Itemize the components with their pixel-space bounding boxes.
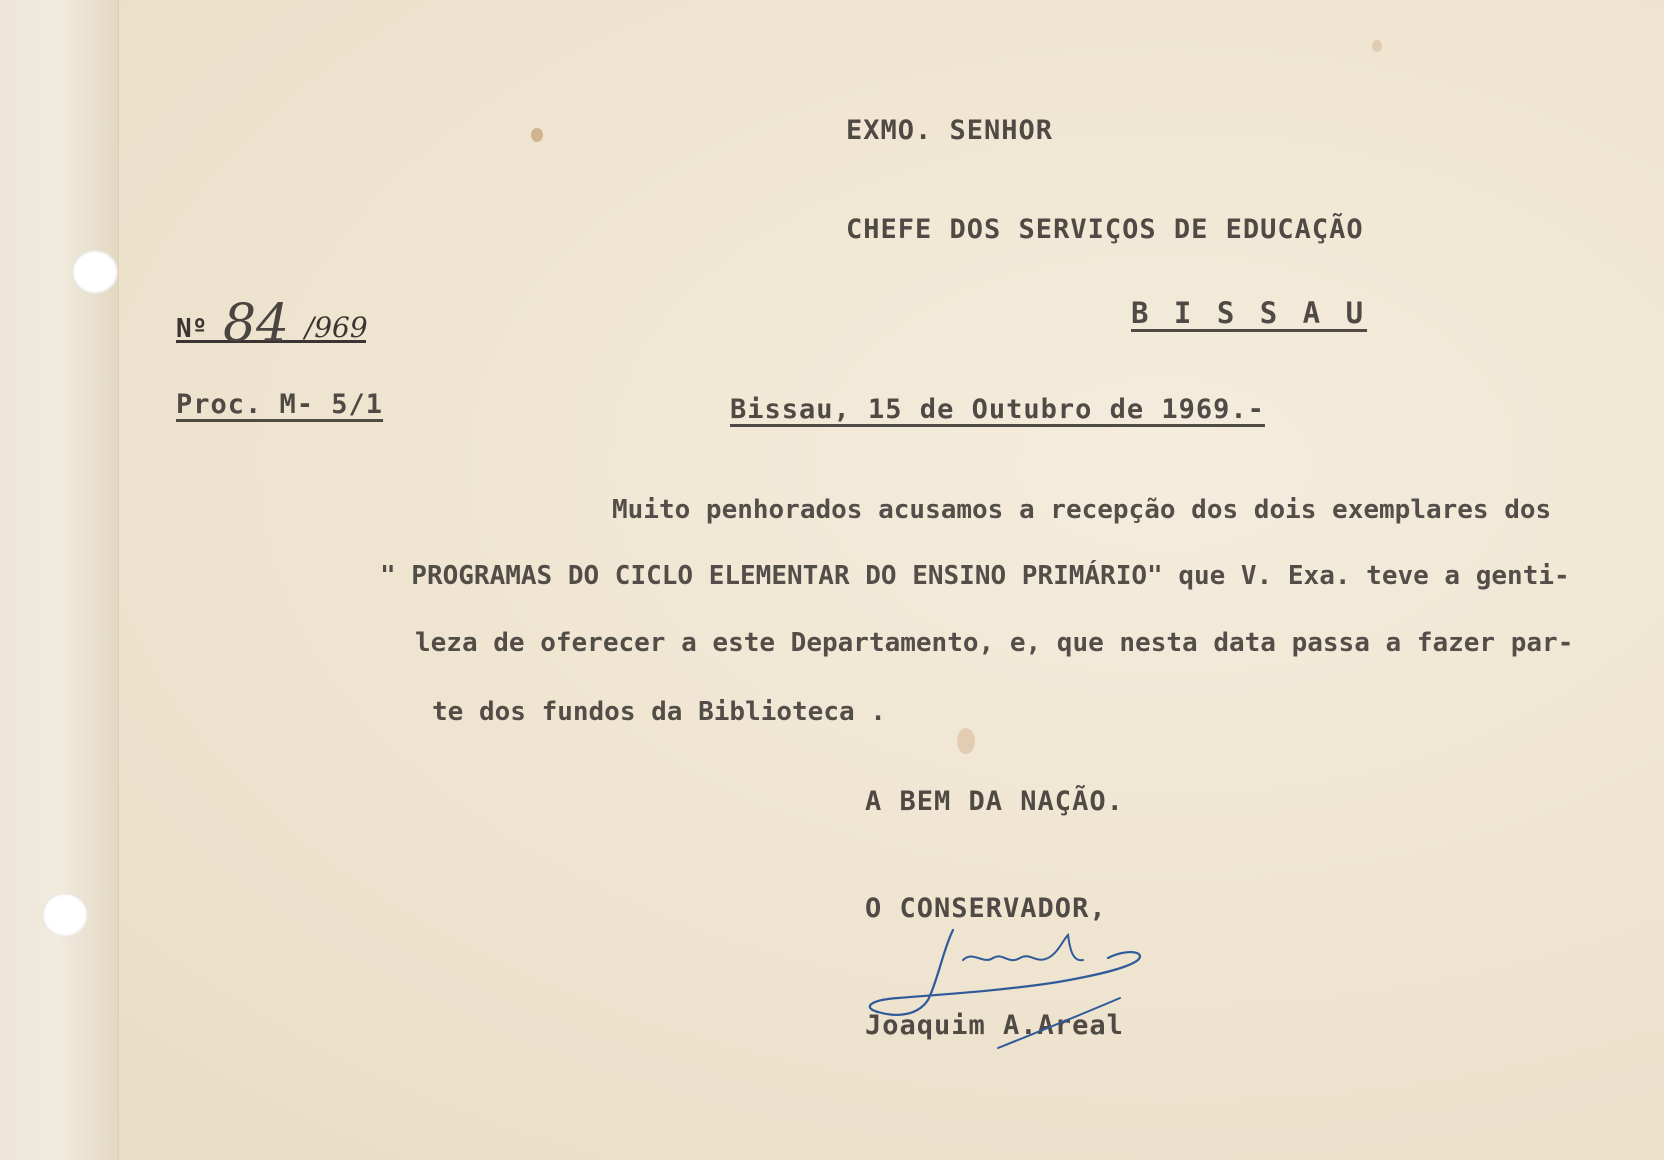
reference-handwritten-number: 84	[222, 294, 290, 354]
punch-hole-bottom	[42, 893, 88, 937]
signer-name: Joaquim A.Areal	[865, 1010, 1124, 1041]
date-line: Bissau, 15 de Outubro de 1969.-	[730, 394, 1265, 425]
paper-stain	[1372, 40, 1382, 52]
body-line: te dos fundos da Biblioteca .	[432, 697, 886, 727]
reference-prefix: Nº	[176, 314, 208, 344]
handwritten-signature	[858, 920, 1148, 1060]
reference-year: /969	[304, 311, 368, 344]
body-line: leza de oferecer a este Departamento, e, que nesta data passa a fazer par-	[415, 628, 1574, 658]
salutation: EXMO. SENHOR	[846, 115, 1054, 146]
process-reference: Proc. M- 5/1	[176, 389, 384, 420]
body-line: Muito penhorados acusamos a recepção dos dois exemplares dos	[612, 495, 1552, 525]
binding-margin	[0, 0, 119, 1160]
body-line: " PROGRAMAS DO CICLO ELEMENTAR DO ENSINO PRIMÁRIO" que V. Exa. teve a genti-	[380, 561, 1570, 591]
paper-stain	[957, 728, 975, 754]
recipient-city: B I S S A U	[1131, 296, 1368, 330]
closing-formula: A BEM DA NAÇÃO.	[865, 786, 1124, 817]
signer-title: O CONSERVADOR,	[865, 893, 1107, 924]
punch-hole-top	[72, 250, 118, 294]
reference-number	[176, 290, 368, 354]
paper-stain	[531, 128, 543, 142]
recipient-title: CHEFE DOS SERVIÇOS DE EDUCAÇÃO	[846, 214, 1364, 245]
